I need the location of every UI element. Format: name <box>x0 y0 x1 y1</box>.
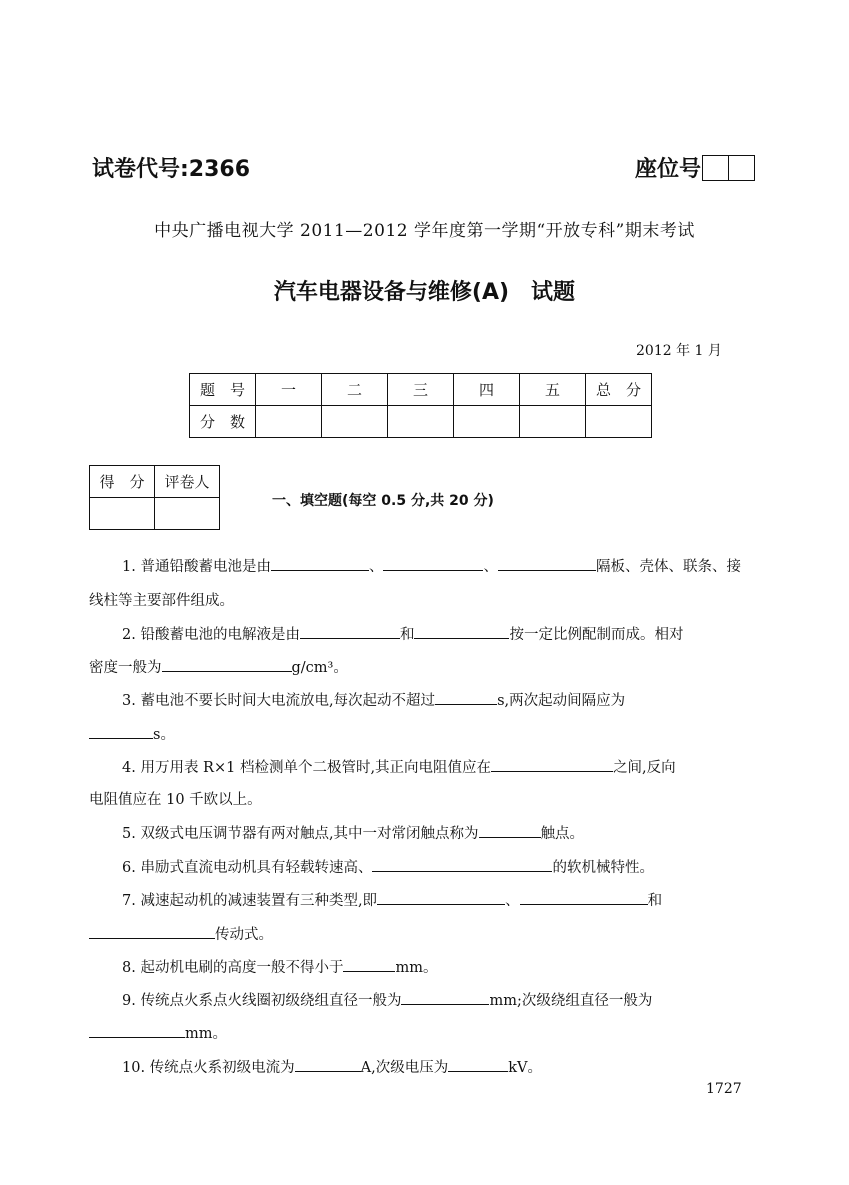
answer-blank <box>401 990 489 1005</box>
section-heading: 一、填空题(每空 0.5 分,共 20 分) <box>272 493 494 509</box>
score-table <box>189 373 652 438</box>
answer-blank <box>271 556 369 571</box>
question-8 <box>122 957 437 978</box>
question-text: 1. 普通铅酸蓄电池是由 <box>122 559 271 575</box>
question-text: 之间,反向 <box>613 760 676 776</box>
question-text: 密度一般为 <box>89 660 162 676</box>
answer-blank <box>498 556 596 571</box>
question-text: g/cm³。 <box>291 660 348 676</box>
answer-blank <box>343 957 395 972</box>
score-cell: 一 <box>256 374 322 406</box>
question-text: 4. 用万用表 R×1 档检测单个二极管时,其正向电阻值应在 <box>122 760 492 776</box>
grader-name-header: 评卷人 <box>155 466 220 498</box>
exam-code-label: 试卷代号:2366 <box>92 157 251 182</box>
question-4-line-2: 电阻值应在 10 千欧以上。 <box>89 792 262 808</box>
question-1-line-2: 线柱等主要部件组成。 <box>89 593 234 609</box>
question-text: 和 <box>399 627 415 643</box>
score-cell: 三 <box>388 374 454 406</box>
question-2-line-2 <box>89 657 348 678</box>
question-text: 隔板、壳体、联条、接 <box>595 559 741 575</box>
score-cell <box>454 406 520 438</box>
question-text: 10. 传统点火系初级电流为 <box>122 1060 295 1076</box>
answer-blank <box>372 857 552 872</box>
question-text: s,两次起动间隔应为 <box>497 693 626 709</box>
answer-blank <box>89 724 153 739</box>
seat-number-boxes <box>702 155 755 181</box>
exam-header: 中央广播电视大学 2011—2012 学年度第一学期“开放专科”期末考试 <box>154 221 695 241</box>
question-text: A,次级电压为 <box>360 1060 449 1076</box>
answer-blank <box>448 1057 508 1072</box>
question-text: 、 <box>505 893 520 909</box>
question-text: 、 <box>483 559 498 575</box>
question-text: 5. 双级式电压调节器有两对触点,其中一对常闭触点称为 <box>122 826 479 842</box>
score-cell: 五 <box>520 374 586 406</box>
question-text: s。 <box>153 727 175 743</box>
seat-number-label: 座位号 <box>635 157 702 182</box>
score-cell: 二 <box>322 374 388 406</box>
answer-blank <box>479 823 541 838</box>
score-table-header-row <box>190 374 652 406</box>
question-text: mm。 <box>185 1026 227 1042</box>
answer-blank <box>89 924 215 939</box>
question-3-line-1 <box>122 690 625 711</box>
question-text: 7. 减速起动机的减速装置有三种类型,即 <box>122 893 378 909</box>
score-cell <box>388 406 454 438</box>
question-1-line-1 <box>122 556 741 577</box>
score-cell <box>322 406 388 438</box>
score-cell <box>586 406 652 438</box>
grader-score-header: 得 分 <box>90 466 155 498</box>
question-text: mm。 <box>395 960 438 976</box>
score-cell: 四 <box>454 374 520 406</box>
score-table-value-row <box>190 406 652 438</box>
exam-date: 2012 年 1 月 <box>636 343 722 359</box>
question-text: 2. 铅酸蓄电池的电解液是由 <box>122 627 300 643</box>
answer-blank <box>89 1023 185 1038</box>
answer-blank <box>491 757 613 772</box>
question-5 <box>122 823 584 844</box>
question-text: 、 <box>368 559 384 575</box>
answer-blank <box>435 690 497 705</box>
answer-blank <box>383 556 483 571</box>
answer-blank <box>520 890 648 905</box>
grader-table <box>89 465 220 530</box>
grader-score-cell <box>90 498 155 530</box>
question-9-line-1 <box>122 990 652 1011</box>
answer-blank <box>295 1057 361 1072</box>
exam-subject-title: 汽车电器设备与维修(A) 试题 <box>273 280 576 305</box>
score-cell <box>520 406 586 438</box>
question-text: 传动式。 <box>215 927 273 943</box>
question-9-line-2 <box>89 1023 227 1044</box>
score-cell: 题 号 <box>190 374 256 406</box>
question-text: 3. 蓄电池不要长时间大电流放电,每次起动不超过 <box>122 693 436 709</box>
question-text: 8. 起动机电刷的高度一般不得小于 <box>122 960 344 976</box>
question-text: mm;次级绕组直径一般为 <box>489 993 653 1009</box>
question-text: 9. 传统点火系点火线圈初级绕组直径一般为 <box>122 993 402 1009</box>
question-7-line-2 <box>89 924 273 945</box>
answer-blank <box>162 657 292 672</box>
question-6 <box>122 857 654 878</box>
question-4-line-1 <box>122 757 676 778</box>
question-text: 和 <box>647 893 663 909</box>
score-cell: 分 数 <box>190 406 256 438</box>
question-text: 按一定比例配制而成。相对 <box>509 627 684 643</box>
question-2-line-1 <box>122 624 683 645</box>
page-number: 1727 <box>706 1081 742 1097</box>
answer-blank <box>414 624 509 639</box>
seat-number-field <box>635 152 755 183</box>
question-10 <box>122 1057 542 1078</box>
score-cell <box>256 406 322 438</box>
score-cell: 总 分 <box>586 374 652 406</box>
question-3-line-2 <box>89 724 175 745</box>
answer-blank <box>377 890 505 905</box>
question-text: kV。 <box>508 1060 543 1076</box>
question-text: 6. 串励式直流电动机具有轻载转速高、 <box>122 860 373 876</box>
question-text: 触点。 <box>540 826 585 842</box>
question-text: 的软机械特性。 <box>552 860 654 876</box>
answer-blank <box>300 624 400 639</box>
question-7-line-1 <box>122 890 662 911</box>
grader-name-cell <box>155 498 220 530</box>
